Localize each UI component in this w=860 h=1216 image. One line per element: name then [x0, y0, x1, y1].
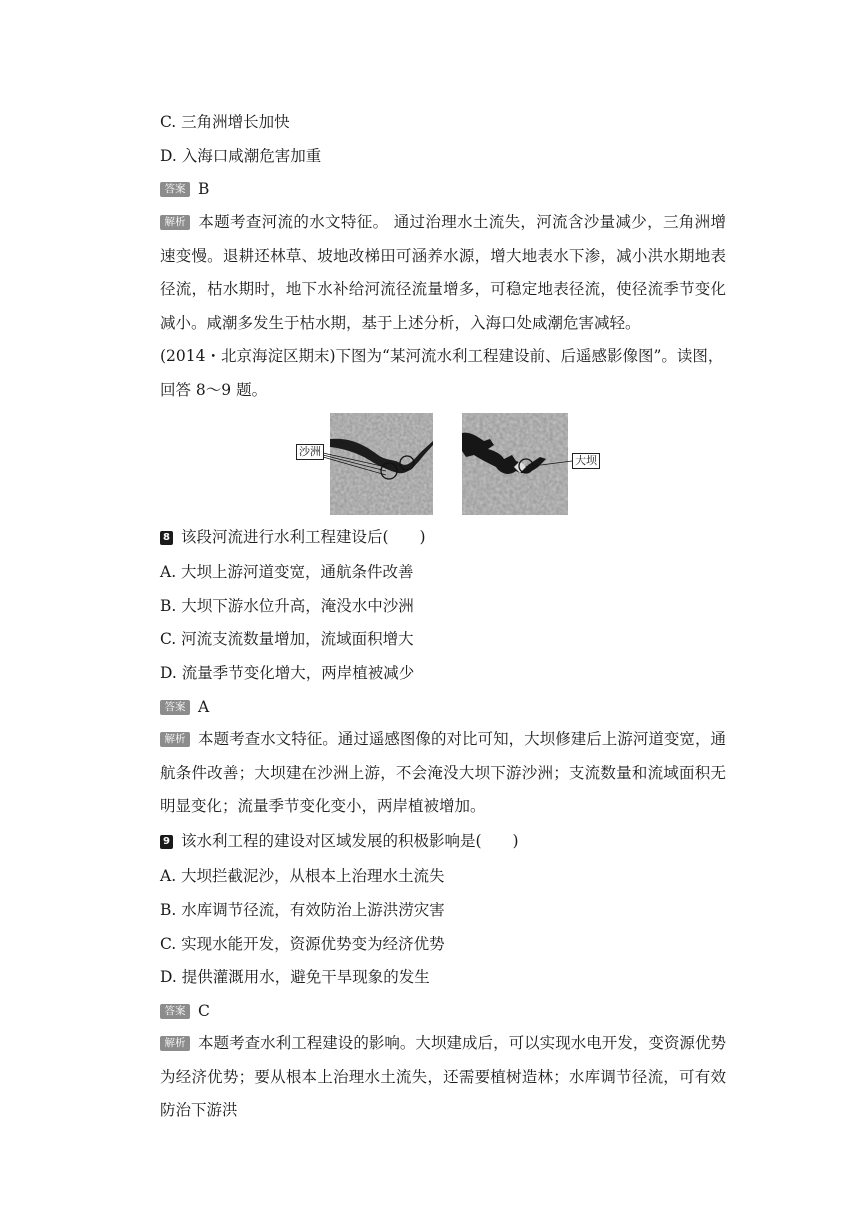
answer-value: C — [198, 1002, 210, 1020]
q8-option-c: C. 河流支流数量增加，流域面积增大 — [160, 630, 414, 648]
sandbar-label: 沙洲 — [296, 444, 324, 460]
answer-value: A — [198, 698, 210, 716]
q8-option-a: A. 大坝上游河道变宽，通航条件改善 — [160, 563, 414, 581]
question-number-9: 9 — [160, 835, 173, 849]
q8-option-d: D. 流量季节变化增大，两岸植被减少 — [160, 664, 415, 682]
q9-option-b: B. 水库调节径流，有效防治上游洪涝灾害 — [160, 901, 445, 919]
question-9-stem — [160, 831, 519, 851]
q8-analysis-paragraph — [160, 723, 726, 824]
answer-tag: 答案 — [160, 700, 190, 715]
analysis-text: 本题考查河流的水文特征。 通过治理水土流失，河流含沙量减少，三角洲增速变慢。退耕还林草、坡地改梯田可涵养水源，增大地表水下渗，减小洪水期地表径流，枯水期时，地下水补给河流径流量增多，可稳定地表径流，使径流季节变化减小。咸潮多发生于枯水期，基于上述分析，入海口处咸潮危害减轻。 — [160, 213, 726, 332]
analysis-tag: 解析 — [160, 215, 190, 230]
q9-analysis-paragraph — [160, 1027, 726, 1128]
q8-answer-row — [160, 697, 209, 717]
q8-option-b: B. 大坝下游水位升高，淹没水中沙洲 — [160, 597, 414, 615]
intro-paragraph: (2014・北京海淀区期末)下图为“某河流水利工程建设前、后遥感影像图”。读图，回答 8～9 题。 — [160, 347, 724, 399]
remote-sensing-figure — [290, 411, 610, 519]
option-c: C. 三角洲增长加快 — [160, 113, 290, 131]
answer-tag: 答案 — [160, 182, 190, 197]
answer-value: B — [198, 180, 210, 198]
answer-row — [160, 179, 209, 199]
q9-option-a: A. 大坝拦截泥沙，从根本上治理水土流失 — [160, 867, 445, 885]
image-after — [462, 413, 572, 515]
dam-label: 大坝 — [572, 453, 600, 469]
q9-option-d: D. 提供灌溉用水，避免干旱现象的发生 — [160, 968, 430, 986]
question-8-text: 该段河流进行水利工程建设后( ) — [181, 528, 426, 546]
analysis-tag: 解析 — [160, 1036, 190, 1051]
analysis-tag: 解析 — [160, 732, 190, 747]
answer-tag: 答案 — [160, 1004, 190, 1019]
analysis-paragraph — [160, 206, 726, 340]
question-9-text: 该水利工程的建设对区域发展的积极影响是( ) — [181, 832, 519, 850]
question-number-8: 8 — [160, 531, 173, 545]
q9-answer-row — [160, 1001, 210, 1021]
question-8-stem — [160, 527, 426, 547]
analysis-text: 本题考查水利工程建设的影响。大坝建成后，可以实现水电开发，变资源优势为经济优势；要从根本上治理水土流失，还需要植树造林；水库调节径流，可有效防治下游洪 — [160, 1034, 726, 1119]
option-d: D. 入海口咸潮危害加重 — [160, 147, 322, 165]
image-before — [323, 413, 433, 515]
analysis-text: 本题考查水文特征。通过遥感图像的对比可知，大坝修建后上游河道变宽，通航条件改善；大坝建在沙洲上游，不会淹没大坝下游沙洲；支流数量和流域面积无明显变化；流量季节变化变小，两岸植被增加。 — [160, 730, 726, 815]
q9-option-c: C. 实现水能开发，资源优势变为经济优势 — [160, 935, 445, 953]
remote-sensing-images — [290, 411, 610, 519]
